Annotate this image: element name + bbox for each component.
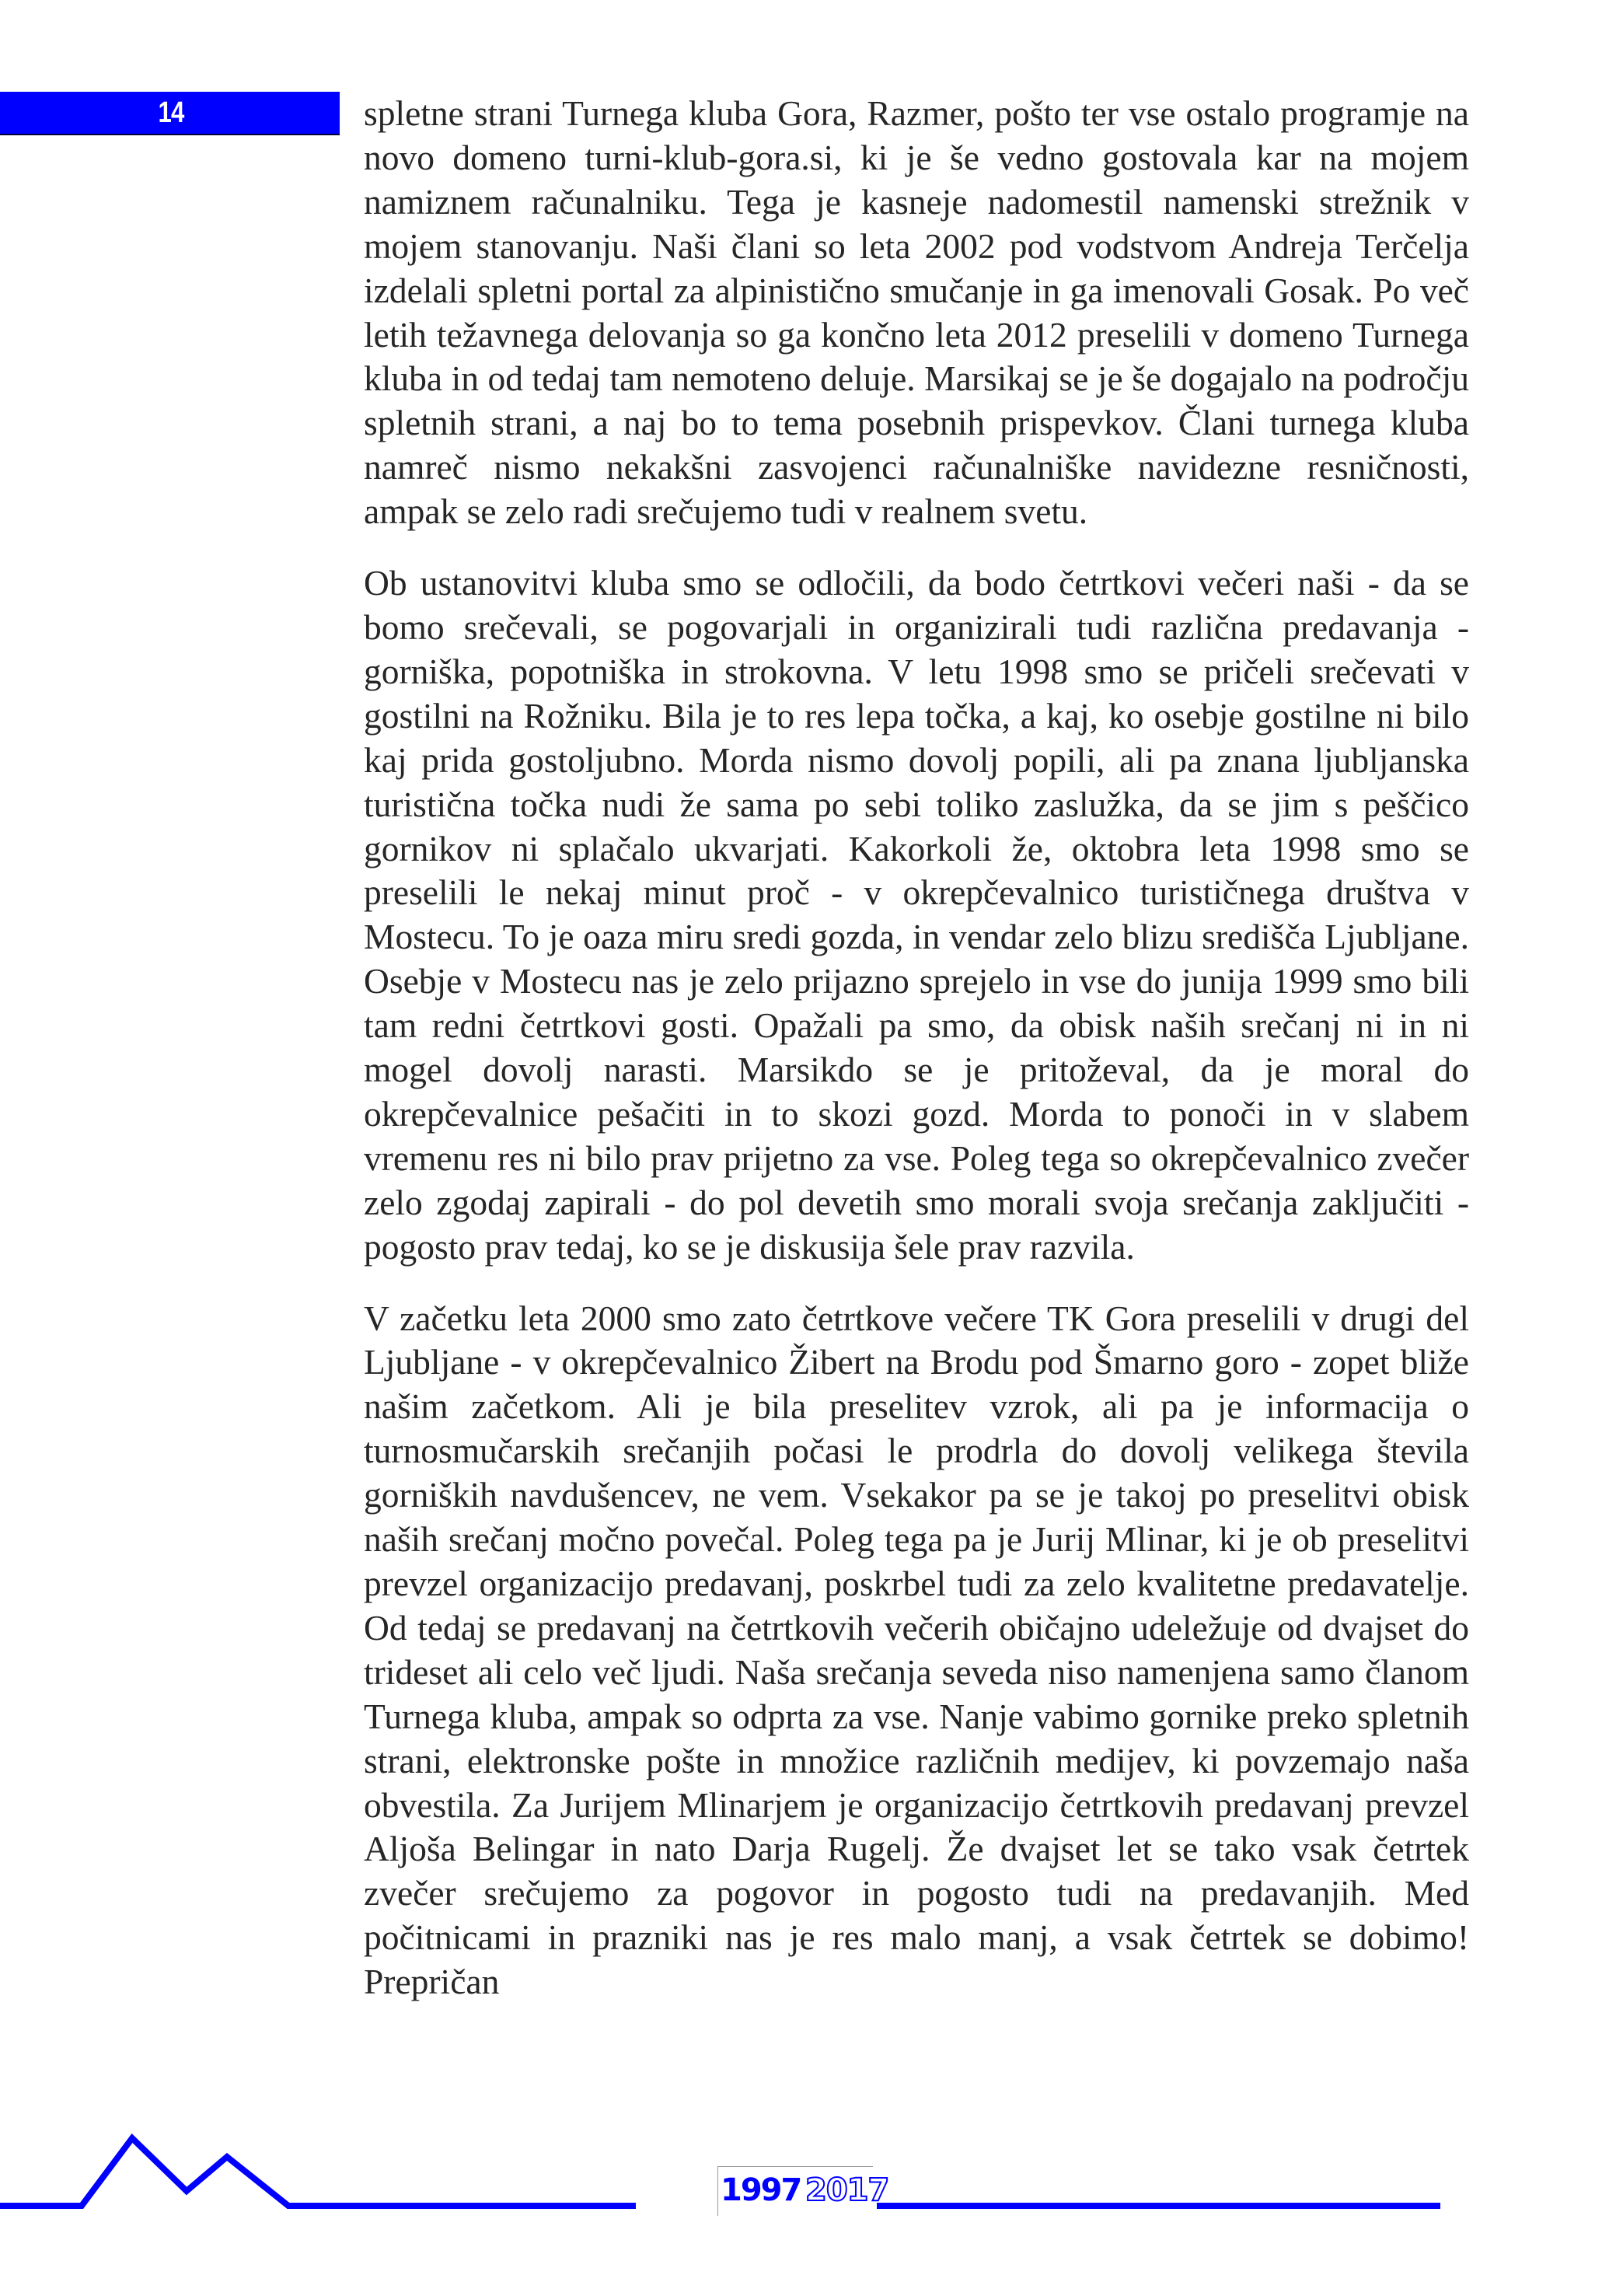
anniversary-logo: [717, 2166, 889, 2216]
logo-year-end: 2017: [805, 2172, 889, 2208]
paragraph: Ob ustanovitvi kluba smo se odločili, da bodo četrtkovi večeri naši - da se bomo srečevali, se pogovarjali in organizirali tudi različna predavanja - gorniška, popotniška in strokovna. V letu 1998 smo se pričeli srečevati v gostilni na Rožniku. Bila je to res lepa točka, a kaj, ko osebje gostilne ni bilo kaj prida gostoljubno. Morda nismo dovolj popili, ali pa znana ljubljanska turistična točka nudi že sama po sebi toliko zaslužka, da se jim s peščico gornikov ni splačalo ukvarjati. Kakorkoli že, oktobra leta 1998 smo se preselili le nekaj minut proč - v okrepčevalnico turističnega društva v Mostecu. To je oaza miru sredi gozda, in vendar zelo blizu središča Ljubljane. Osebje v Mostecu nas je zelo prijazno sprejelo in vse do junija 1999 smo bili tam redni četrtkovi gosti. Opažali pa smo, da obisk naših srečanj ni in ni mogel dovolj narasti. Marsikdo se je pritoževal, da je moral do okrepčevalnice pešačiti in to skozi gozd. Morda to ponoči in v slabem vremenu res ni bilo prav prijetno za vse. Poleg tega so okrepčevalnico zvečer zelo zgodaj zapirali - do pol devetih smo morali svoja srečanja zaključiti - pogosto prav tedaj, ko se je diskusija šele prav razvila.: [364, 563, 1469, 1267]
paragraph: V začetku leta 2000 smo zato četrtkove večere TK Gora preselili v drugi del Ljubljane - v okrepčevalnico Žibert na Brodu pod Šmarno goro - zopet bliže našim začetkom. Ali je bila preselitev vzrok, ali pa je informacija o turnosmučarskih srečanjih počasi le prodrla do dovolj velikega števila gorniških navdušencev, ne vem. Vsekakor pa se je takoj po preselitvi obisk naših srečanj močno povečal. Poleg tega pa je Jurij Mlinar, ki je ob preselitvi prevzel organizacijo predavanj, poskrbel tudi za zelo kvalitetne predavatelje. Od tedaj se predavanj na četrtkovih večerih običajno udeležuje od dvajset do trideset ali celo več ljudi. Naša srečanja seveda niso namenjena samo članom Turnega kluba, ampak so odprta za vse. Nanje vabimo gornike preko spletnih strani, elektronske pošte in množice različnih medijev, ki povzemajo naša obvestila. Za Jurijem Mlinarjem je organizacijo četrtkovih predavanj prevzel Aljoša Belingar in nato Darja Rugelj. Že dvajset let se tako vsak četrtek zvečer srečujemo za pogovor in pogosto tudi na predavanjih. Med počitnicami in prazniki nas je res malo manj, a vsak četrtek se dobimo! Prepričan: [364, 1298, 1469, 2002]
page-number-bar: [0, 92, 340, 135]
paragraph: spletne strani Turnega kluba Gora, Razmer, pošto ter vse ostalo programje na novo domeno turni-klub-gora.si, ki je še vedno gostovala kar na mojem namiznem računalniku. Tega je kasneje nadomestil namenski strežnik v mojem stanovanju. Naši člani so leta 2002 pod vodstvom Andreja Terčelja izdelali spletni portal za alpinistično smučanje in ga imenovali Gosak. Po več letih težavnega delovanja so ga končno leta 2012 preselili v domeno Turnega kluba in od tedaj tam nemoteno deluje. Marsikaj se je še dogajalo na področju spletnih strani, a naj bo to tema posebnih prispevkov. Člani turnega kluba namreč nismo nekakšni zasvojenci računalniške navidezne resničnosti, ampak se zelo radi srečujemo tudi v realnem svetu.: [364, 93, 1469, 532]
page-number: 14: [158, 96, 184, 129]
body-text: [364, 92, 1469, 2004]
mountain-peaks-line: [0, 2138, 636, 2206]
logo-year-start: 1997: [721, 2172, 801, 2208]
